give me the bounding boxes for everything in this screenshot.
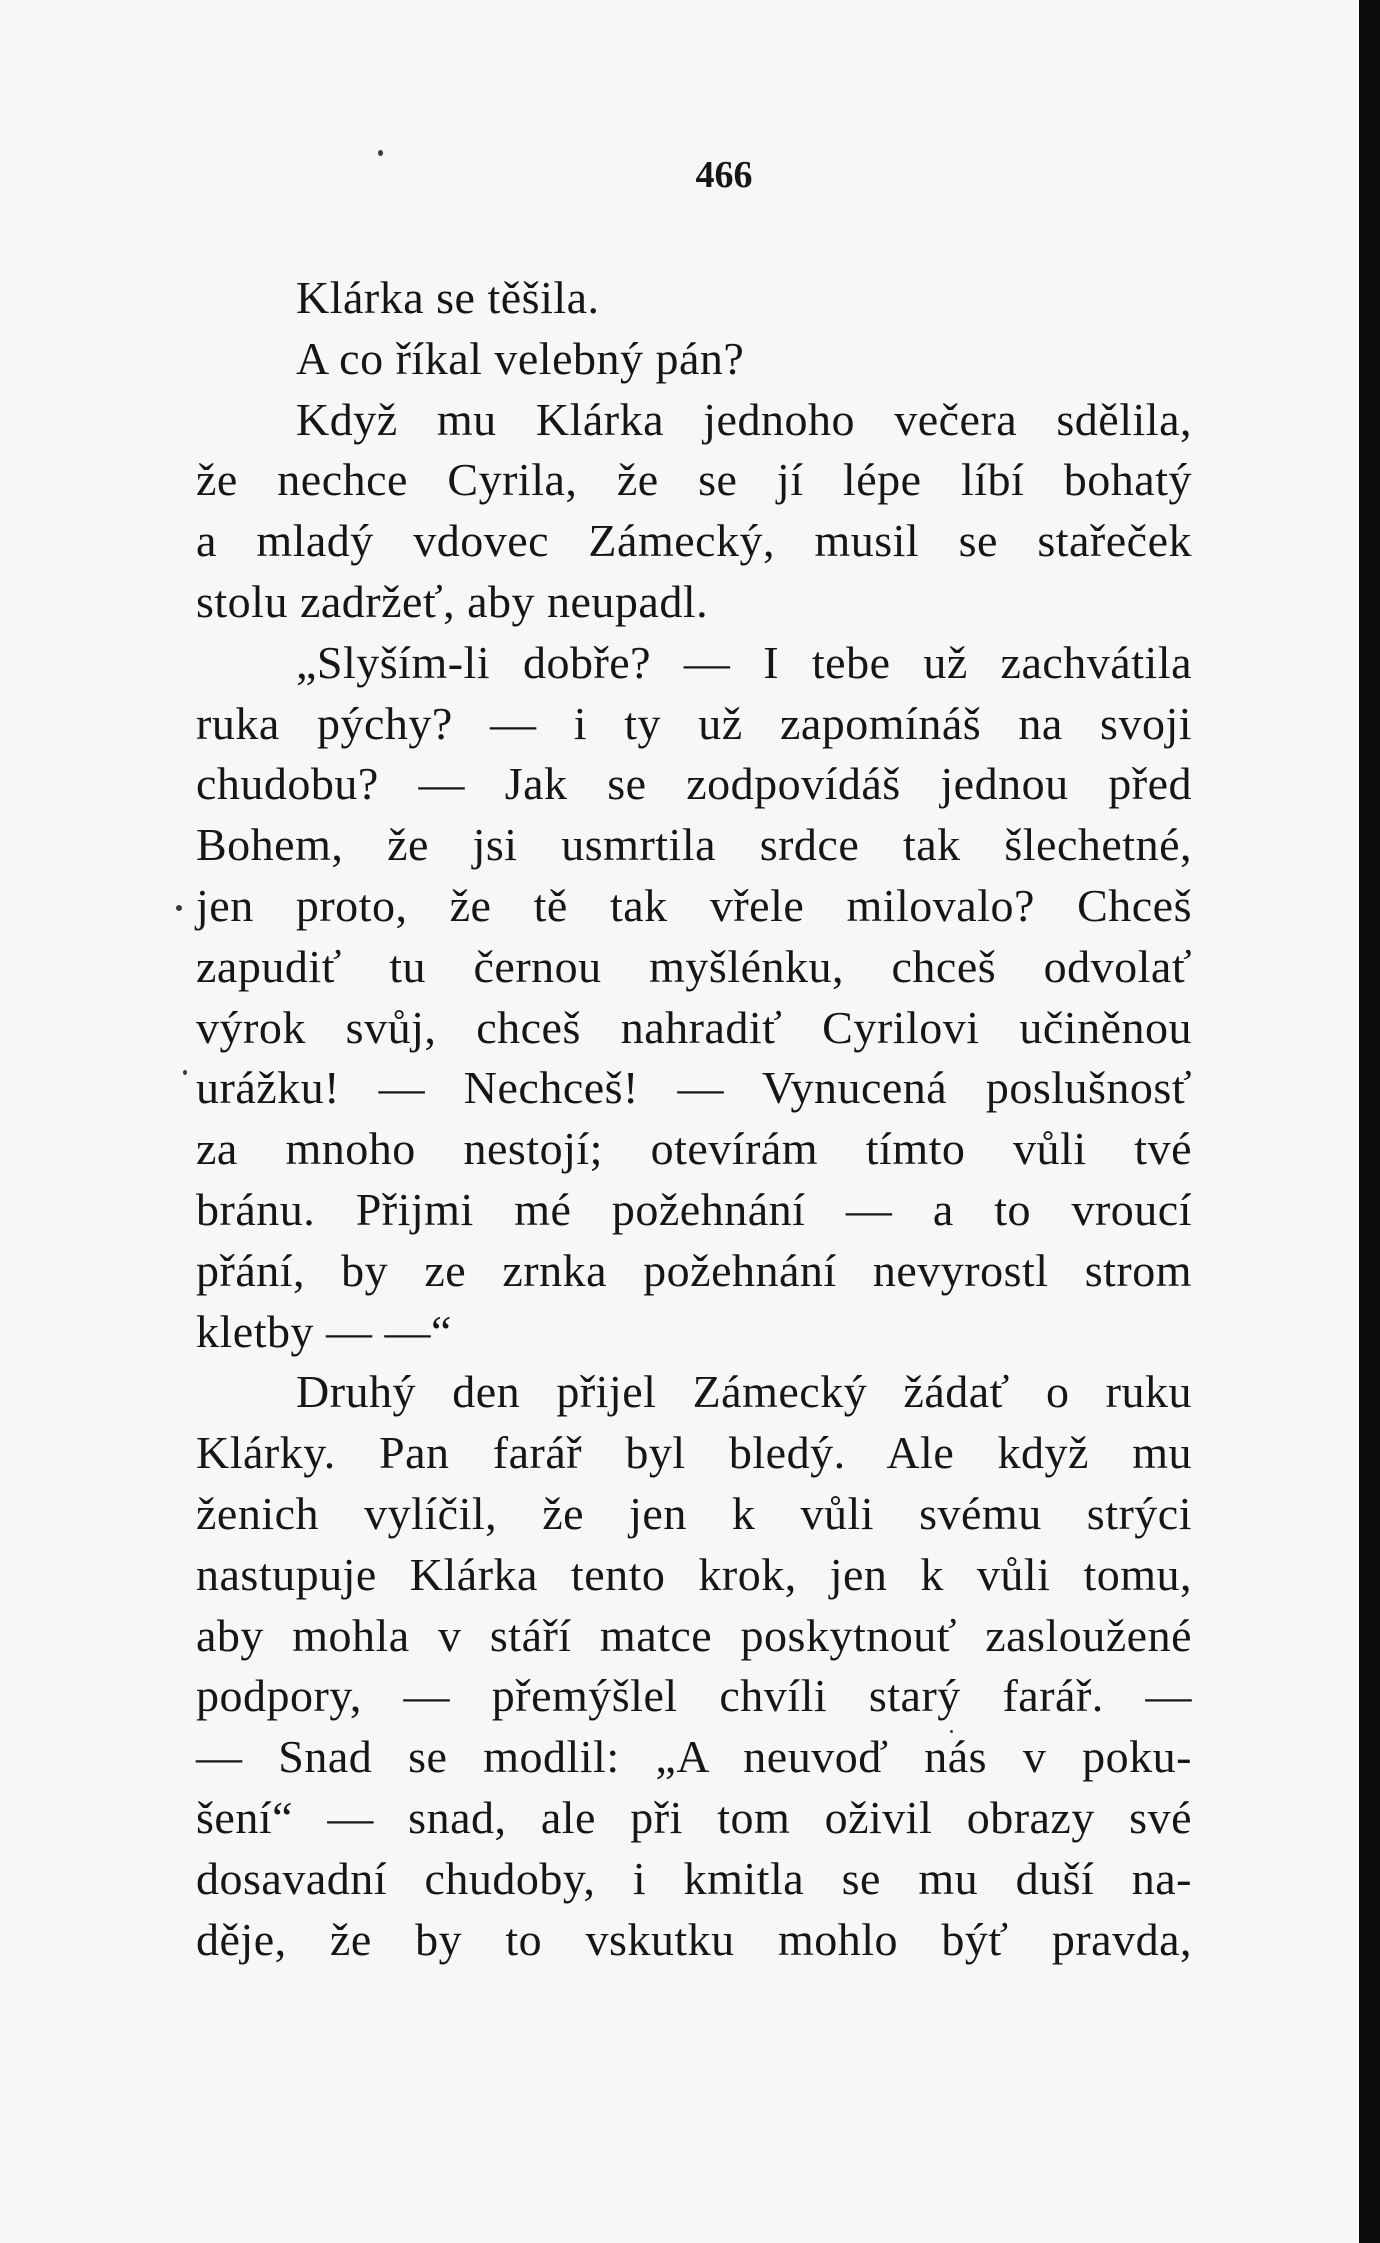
text-line: šení“ — snad, ale při tom oživil obrazy své xyxy=(196,1791,1192,1843)
text-line: dosavadní chudoby, i kmitla se mu duší na- xyxy=(196,1852,1192,1904)
text-line: nastupuje Klárka tento krok, jen k vůli tomu, xyxy=(196,1548,1192,1600)
text-line: jen proto, že tě tak vřele milovalo? Chceš xyxy=(196,879,1192,931)
text-line: přání, by ze zrnka požehnání nevyrostl strom xyxy=(196,1244,1192,1296)
text-line: výrok svůj, chceš nahradiť Cyrilovi učiněnou xyxy=(196,1001,1192,1053)
scan-edge-shadow xyxy=(1359,0,1380,2243)
text-line: Bohem, že jsi usmrtila srdce tak šlechetné, xyxy=(196,819,1192,871)
page-number: 466 xyxy=(695,154,753,196)
page-text xyxy=(196,150,1192,1970)
text-line: že nechce Cyrila, že se jí lépe líbí bohatý xyxy=(196,454,1192,506)
text-line: ženich vylíčil, že jen k vůli svému strýci xyxy=(196,1487,1192,1539)
text-line: podpory, — přemýšlel chvíli starý farář. — xyxy=(196,1670,1192,1722)
text-line: děje, že by to vskutku mohlo býť pravda, xyxy=(196,1913,1192,1965)
text-line: Klárky. Pan farář byl bledý. Ale když mu xyxy=(196,1427,1192,1479)
text-line: ruka pýchy? — i ty už zapomínáš na svoji xyxy=(196,697,1192,749)
text-line: „Slyším-li dobře? — I tebe už zachvátila xyxy=(296,636,1192,688)
text-line: chudobu? — Jak se zodpovídáš jednou před xyxy=(196,758,1192,810)
text-line: A co říkal velebný pán? xyxy=(296,332,745,384)
paragraph-lines xyxy=(196,268,1192,1970)
scan-speck xyxy=(183,1070,187,1075)
text-line: stolu zadržeť, aby neupadl. xyxy=(196,575,709,627)
text-line: — Snad se modlil: „A neuvoď nás v poku- xyxy=(196,1731,1192,1783)
scan-speck xyxy=(176,905,182,911)
text-line: aby mohla v stáří matce poskytnouť zasloužené xyxy=(196,1609,1192,1661)
text-line: zapudiť tu černou myšlénku, chceš odvolať xyxy=(196,940,1192,992)
text-line: urážku! — Nechceš! — Vynucená poslušnosť xyxy=(196,1062,1192,1114)
text-line: Klárka se těšila. xyxy=(296,272,600,323)
text-line: Když mu Klárka jednoho večera sdělila, xyxy=(296,393,1192,445)
text-line: Druhý den přijel Zámecký žádať o ruku xyxy=(296,1366,1192,1418)
text-line: a mladý vdovec Zámecký, musil se stařeček xyxy=(196,515,1192,567)
text-line: bránu. Přijmi mé požehnání — a to vroucí xyxy=(196,1183,1192,1235)
text-line: za mnoho nestojí; otevírám tímto vůli tvé xyxy=(196,1123,1192,1175)
text-line: kletby — —“ xyxy=(196,1305,452,1357)
